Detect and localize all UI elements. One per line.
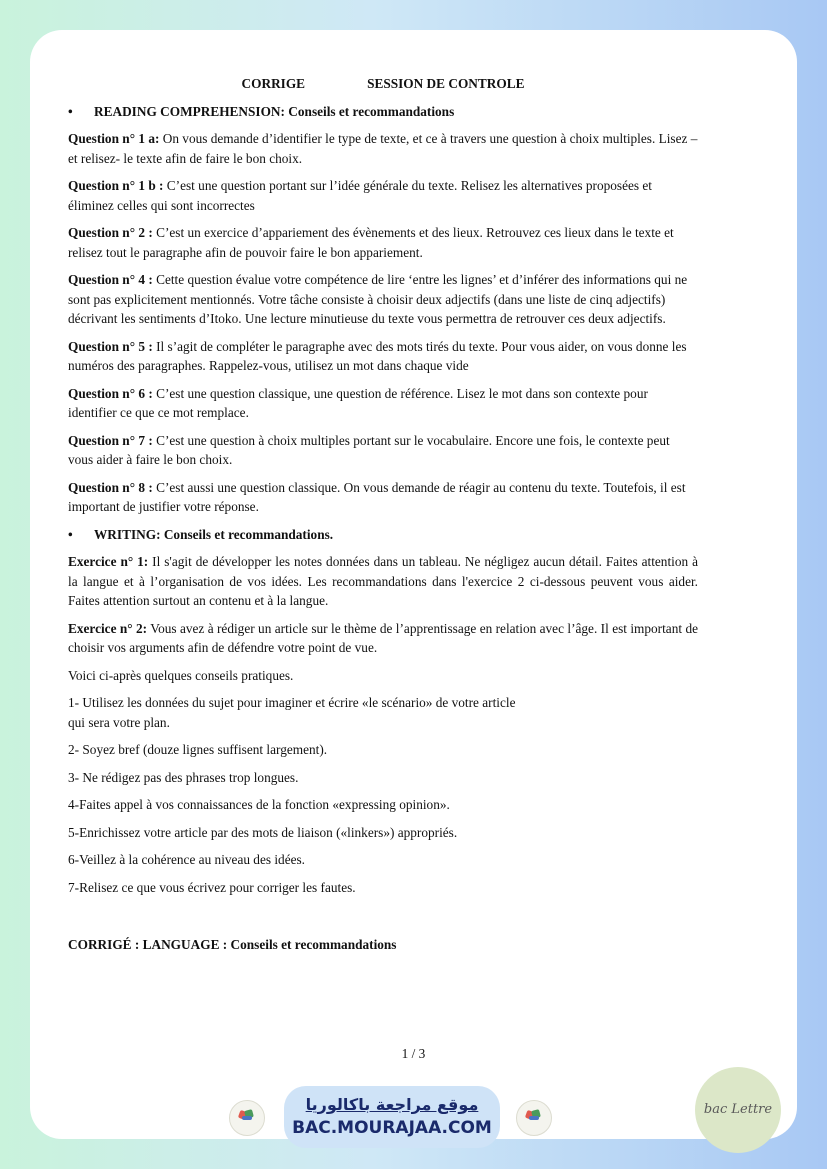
- tip-5: 5-Enrichissez votre article par des mots de liaison («linkers») appropriés.: [68, 824, 458, 840]
- language-heading: CORRIGÉ : LANGUAGE : Conseils et recommandations: [68, 937, 397, 952]
- reading-heading: • READING COMPREHENSION: Conseils et recommandations: [68, 102, 698, 122]
- question-7: Question n° 7 : C’est une question à choix multiples portant sur le vocabulaire. Encore une fois, le contexte peut vous aider à faire le bon choix.: [68, 432, 670, 467]
- banner-arabic-title[interactable]: موقع مراجعة باكالوريا: [305, 1095, 479, 1114]
- question-4: Question n° 4 : Cette question évalue votre compétence de lire ‘entre les lignes’ et d’inférer des informations qui ne sont pas explicitement mentionnés. Votre tâche consiste à choisir deux adjectifs (dans une liste de cinq adjectifs) décrivant les sentiments d’Itoko. Une lecture minutieuse du texte vous permettra de retrouver ces deux adjectifs.: [68, 272, 688, 326]
- site-banner[interactable]: [284, 1086, 500, 1148]
- question-2: Question n° 2 : C’est un exercice d’appariement des évènements et des lieux. Retrouvez ces lieux dans le texte et relisez tout le paragraphe afin de pouvoir faire le bon appariement.: [68, 225, 674, 260]
- banner-url[interactable]: BAC.MOURAJAA.COM: [292, 1118, 492, 1138]
- document-content: [68, 74, 698, 955]
- tip-2: 2- Soyez bref (douze lignes suffisent largement).: [68, 742, 328, 757]
- question-8: Question n° 8 : C’est aussi une question classique. On vous demande de réagir au contenu du texte. Toutefois, il est important de justifier votre réponse.: [68, 479, 686, 514]
- bac-lettre-badge: bac Lettre: [695, 1067, 781, 1153]
- exercise-2: Exercice n° 2: Vous avez à rédiger un article sur le thème de l’apprentissage en relation avec l’âge. Il est important de choisir vos arguments afin de défendre votre point de vue.: [68, 620, 698, 655]
- tips-intro: Voici ci-après quelques conseils pratiques.: [68, 667, 294, 683]
- tip-1: 1- Utilisez les données du sujet pour imaginer et écrire «le scénario» de votre article qui sera votre plan.: [68, 695, 516, 730]
- tip-3: 3- Ne rédigez pas des phrases trop longues.: [68, 769, 299, 785]
- title-session: SESSION DE CONTROLE: [367, 76, 525, 91]
- tip-4: 4-Faites appel à vos connaissances de la fonction «expressing opinion».: [68, 797, 450, 812]
- question-5: Question n° 5 : Il s’agit de compléter le paragraphe avec des mots tirés du texte. Pour vous aider, on vous donne les numéros des paragraphes. Rappelez-vous, utilisez un mot dans chaque vide: [68, 338, 687, 373]
- tip-6: 6-Veillez à la cohérence au niveau des idées.: [68, 852, 306, 867]
- page-number: 1 / 3: [401, 1046, 426, 1061]
- title-corrige: CORRIGE: [241, 76, 306, 91]
- question-6: Question n° 6 : C’est une question classique, une question de référence. Lisez le mot dans son contexte pour identifier ce que ce mot remplace.: [68, 385, 648, 420]
- writing-heading: • WRITING: Conseils et recommandations.: [68, 525, 698, 545]
- page-title: [68, 74, 698, 94]
- exercise-1: Exercice n° 1: Il s'agit de développer les notes données dans un tableau. Ne négligez aucun détail. Faites attention à la langue et à l’organisation de vos idées. Les recommandations dans l'exercice 2 ci-dessous peuvent vous aider. Faites attention surtout an contenu et à la langue.: [68, 554, 698, 608]
- question-1b: Question n° 1 b : C’est une question portant sur l’idée générale du texte. Relisez les alternatives proposées et éliminez celles qui sont incorrectes: [68, 178, 652, 213]
- book-logo-icon: [229, 1100, 265, 1136]
- tip-7: 7-Relisez ce que vous écrivez pour corriger les fautes.: [68, 879, 356, 895]
- book-logo-icon: [516, 1100, 552, 1136]
- question-1a: Question n° 1 a: On vous demande d’identifier le type de texte, et ce à travers une question à choix multiples. Lisez – et relisez- le texte afin de faire le bon choix.: [68, 131, 698, 166]
